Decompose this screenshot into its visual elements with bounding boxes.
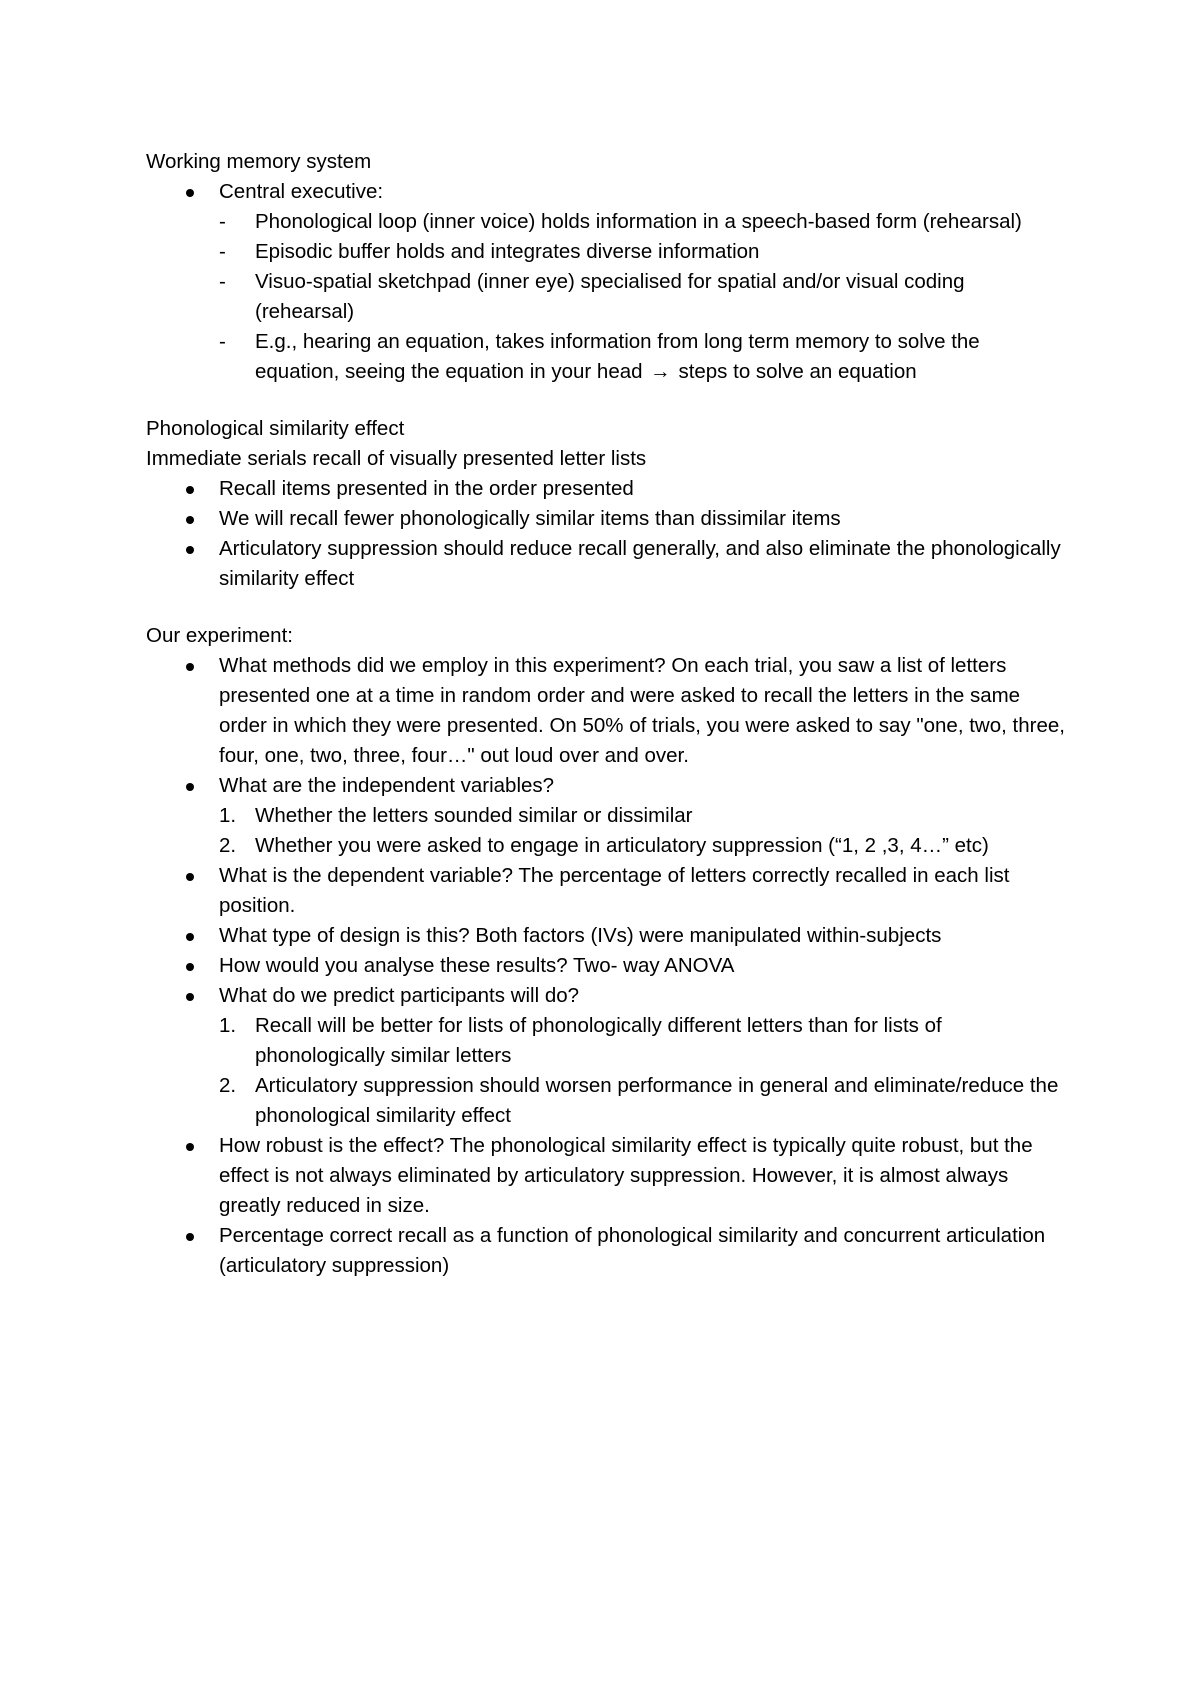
section-title-our-experiment: Our experiment: — [146, 624, 293, 647]
bullet-predictions — [146, 981, 1066, 1131]
sub-item — [219, 207, 1066, 237]
predictions-sublist — [219, 1011, 1066, 1131]
section-subtitle: Immediate serials recall of visually presented letter lists — [146, 447, 647, 470]
numbered-item — [219, 801, 1066, 831]
number-marker: 1. — [219, 1014, 237, 1037]
bullet-design — [146, 921, 1066, 951]
sub-item-text: Episodic buffer holds and integrates diverse information — [255, 240, 760, 263]
bullet-independent-variables — [146, 771, 1066, 861]
bullet-icon — [186, 873, 194, 881]
central-executive-sublist — [219, 207, 1066, 387]
numbered-item — [219, 1011, 1066, 1071]
bullet-text: What is the dependent variable? The percentage of letters correctly recalled in each list position. — [219, 864, 1010, 917]
bullet-icon — [186, 1143, 194, 1151]
bullet-text: How would you analyse these results? Two- way ANOVA — [219, 954, 735, 977]
dash-icon: - — [219, 270, 226, 293]
bullet-analysis — [146, 951, 1066, 981]
spacer — [146, 594, 1066, 621]
sub-item-text: Visuo-spatial sketchpad (inner eye) specialised for spatial and/or visual coding (rehearsal) — [255, 270, 965, 323]
number-marker: 2. — [219, 834, 237, 857]
bullet-robustness — [146, 1131, 1066, 1221]
bullet-text: Articulatory suppression should reduce recall generally, and also eliminate the phonologically similarity effect — [219, 537, 1061, 590]
sub-item-text: Phonological loop (inner voice) holds information in a speech-based form (rehearsal) — [255, 210, 1022, 233]
phonological-similarity-list — [146, 474, 1066, 594]
sub-item — [219, 267, 1066, 327]
numbered-item-text: Articulatory suppression should worsen performance in general and eliminate/reduce the phonological similarity effect — [255, 1074, 1059, 1127]
bullet-item — [146, 534, 1066, 594]
bullet-icon — [186, 993, 194, 1001]
experiment-list — [146, 651, 1066, 1281]
bullet-text: Recall items presented in the order presented — [219, 477, 634, 500]
sub-item-example — [219, 327, 1066, 387]
bullet-item — [146, 504, 1066, 534]
bullet-icon — [186, 1233, 194, 1241]
numbered-item — [219, 1071, 1066, 1131]
number-marker: 2. — [219, 1074, 237, 1097]
bullet-icon — [186, 963, 194, 971]
bullet-icon — [186, 663, 194, 671]
bullet-text: What do we predict participants will do? — [219, 984, 580, 1007]
numbered-item-text: Whether you were asked to engage in articulatory suppression (“1, 2 ,3, 4…” etc) — [255, 834, 989, 857]
bullet-text: Central executive: — [219, 180, 384, 203]
bullet-text: What methods did we employ in this experiment? On each trial, you saw a list of letters presented one at a time in random order and were asked to recall the letters in the same order in which they were presented. On 50% of trials, you were asked to say "one, two, three, four, one, two, three, four…" out loud over and over. — [219, 654, 1065, 767]
bullet-dependent-variable — [146, 861, 1066, 921]
sub-item — [219, 237, 1066, 267]
bullet-text: How robust is the effect? The phonological similarity effect is typically quite robust, but the effect is not always eliminated by articulatory suppression. However, it is almost always greatly reduced in size. — [219, 1134, 1033, 1217]
bullet-icon — [186, 486, 194, 494]
example-text-before: E.g., hearing an equation, takes information from long term memory to solve the equation, seeing the equation in your head — [255, 330, 980, 383]
dash-icon: - — [219, 240, 226, 263]
bullet-text: What are the independent variables? — [219, 774, 555, 797]
bullet-icon — [186, 546, 194, 554]
bullet-central-executive — [146, 177, 1066, 387]
bullet-text: We will recall fewer phonologically similar items than dissimilar items — [219, 507, 841, 530]
bullet-icon — [186, 516, 194, 524]
bullet-icon — [186, 783, 194, 791]
example-text-after: steps to solve an equation — [678, 360, 917, 383]
spacer — [146, 387, 1066, 414]
document-body — [146, 147, 1066, 1281]
number-marker: 1. — [219, 804, 237, 827]
independent-variables-sublist — [219, 801, 1066, 861]
numbered-item-text: Whether the letters sounded similar or dissimilar — [255, 804, 693, 827]
bullet-icon — [186, 933, 194, 941]
bullet-percentage-recall — [146, 1221, 1066, 1281]
right-arrow-icon: → — [650, 360, 671, 383]
working-memory-list — [146, 177, 1066, 387]
numbered-item — [219, 831, 1066, 861]
section-title-working-memory: Working memory system — [146, 150, 372, 173]
numbered-item-text: Recall will be better for lists of phonologically different letters than for lists of phonologically similar letters — [255, 1014, 942, 1067]
bullet-text: What type of design is this? Both factors (IVs) were manipulated within-subjects — [219, 924, 942, 947]
dash-icon: - — [219, 210, 226, 233]
bullet-methods — [146, 651, 1066, 771]
dash-icon: - — [219, 330, 226, 353]
bullet-text: Percentage correct recall as a function of phonological similarity and concurrent articulation (articulatory suppression) — [219, 1224, 1046, 1277]
bullet-item — [146, 474, 1066, 504]
section-title-phonological-similarity: Phonological similarity effect — [146, 417, 405, 440]
bullet-icon — [186, 189, 194, 197]
